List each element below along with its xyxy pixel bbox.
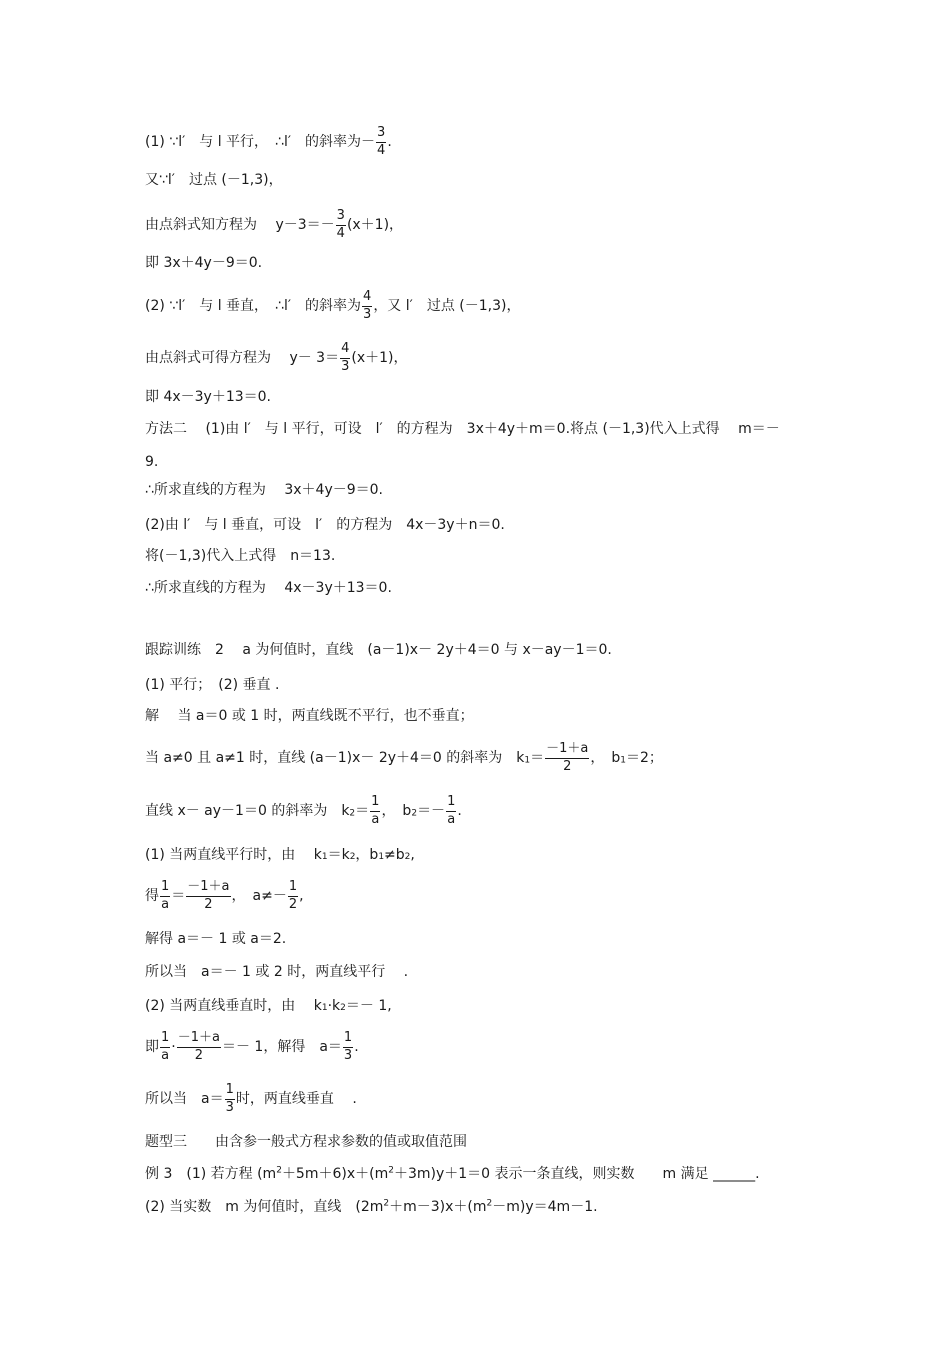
fraction: $\frac{1}{3}$ (225, 1082, 234, 1115)
fraction: $\frac{1}{a}$ (161, 879, 170, 912)
line-24: 即 $\frac{1}{a}$ · $\frac{-1+a}{2}$ ＝－ 1，解得 a＝ $\frac{1}{3}$ . (145, 1030, 359, 1063)
line-1: (1) ∵l′ 与 l 平行， ∴l′ 的斜率为－ $\frac{3}{4}$ . (145, 125, 392, 158)
line-15: (1) 平行； (2) 垂直 . (145, 677, 280, 693)
fraction: $\frac{4}{3}$ (363, 289, 372, 322)
line-10: ∴所求直线的方程为 3x＋4y－9＝0. (145, 482, 384, 498)
fraction: $\frac{3}{4}$ (336, 208, 345, 241)
line-22: 所以当 a＝－ 1 或 2 时，两直线平行 . (145, 964, 409, 980)
line-8: 方法二 (1)由 l′ 与 l 平行，可设 l′ 的方程为 3x＋4y＋m＝0.将点 (－1,3)代入上式得 m＝－ (145, 421, 780, 437)
line-23: (2) 当两直线垂直时，由 k1·k2＝－ 1, (145, 998, 392, 1014)
fraction: $\frac{3}{4}$ (377, 125, 386, 158)
example-3-part-1: 例 3 (1) 若方程 $(m^2+5m+6)x+(m^2+3m)y+1=0$ 表示一条直线，则实数 m 满足 ______. (145, 1165, 760, 1182)
fraction: $\frac{-1+a}{2}$ (177, 1030, 220, 1063)
fraction: $\frac{1}{a}$ (371, 794, 380, 827)
fraction: $\frac{1}{2}$ (288, 879, 298, 912)
line-13: ∴所求直线的方程为 4x－3y＋13＝0. (145, 580, 392, 596)
section-heading: 题型三 由含参一般式方程求参数的值或取值范围 (145, 1134, 467, 1150)
fraction: $\frac{-1+a}{2}$ (187, 879, 230, 912)
line-20: 得 $\frac{1}{a}$ ＝ $\frac{-1+a}{2}$ ， a≠－ $\frac{1}{2}$ , (145, 879, 304, 912)
line-18: 直线 x－ ay－1＝0 的斜率为 k2＝ $\frac{1}{a}$ ， b2＝－ $\frac{1}{a}$ . (145, 794, 462, 827)
line-3: 由点斜式知方程为 y－3＝－ $\frac{3}{4}$ (x＋1)， (145, 208, 404, 241)
line-19: (1) 当两直线平行时，由 k1＝k2，b1≠b2, (145, 847, 415, 863)
fraction: $\frac{-1+a}{2}$ (546, 741, 589, 774)
example-3-part-2: (2) 当实数 m 为何值时，直线 $(2m^2+m-3)x+(m^2-m)y=4m-1$. (145, 1198, 598, 1215)
fraction: $\frac{4}{3}$ (341, 341, 350, 374)
line-5: (2) ∵l′ 与 l 垂直， ∴l′ 的斜率为 $\frac{4}{3}$ ，又 l′ 过点 (－1,3)， (145, 289, 521, 322)
line-16: 解 当 a＝0 或 1 时，两直线既不平行，也不垂直； (145, 708, 474, 724)
fraction: $\frac{1}{a}$ (161, 1030, 170, 1063)
exercise-heading: 跟踪训练 2 a 为何值时，直线 (a－1)x－ 2y＋4＝0 与 x－ay－1＝0. (145, 642, 612, 658)
line-12: 将(－1,3)代入上式得 n＝13. (145, 548, 336, 564)
line-6: 由点斜式可得方程为 y－ 3＝ $\frac{4}{3}$ (x＋1)， (145, 341, 408, 374)
line-11: (2)由 l′ 与 l 垂直，可设 l′ 的方程为 4x－3y＋n＝0. (145, 517, 505, 533)
fraction: $\frac{1}{3}$ (343, 1030, 353, 1063)
line-7: 即 4x－3y＋13＝0. (145, 389, 272, 405)
line-21: 解得 a＝－ 1 或 a＝2. (145, 931, 287, 947)
line-17: 当 a≠0 且 a≠1 时，直线 (a－1)x－ 2y＋4＝0 的斜率为 k1＝ $\frac{-1+a}{2}$ ， b1＝2； (145, 741, 663, 774)
line-25: 所以当 a＝ $\frac{1}{3}$ 时，两直线垂直 . (145, 1082, 357, 1115)
line-4: 即 3x＋4y－9＝0. (145, 255, 263, 271)
fraction: $\frac{1}{a}$ (447, 794, 456, 827)
line-2: 又∵l′ 过点 (－1,3)， (145, 172, 283, 188)
line-9: 9. (145, 454, 159, 470)
